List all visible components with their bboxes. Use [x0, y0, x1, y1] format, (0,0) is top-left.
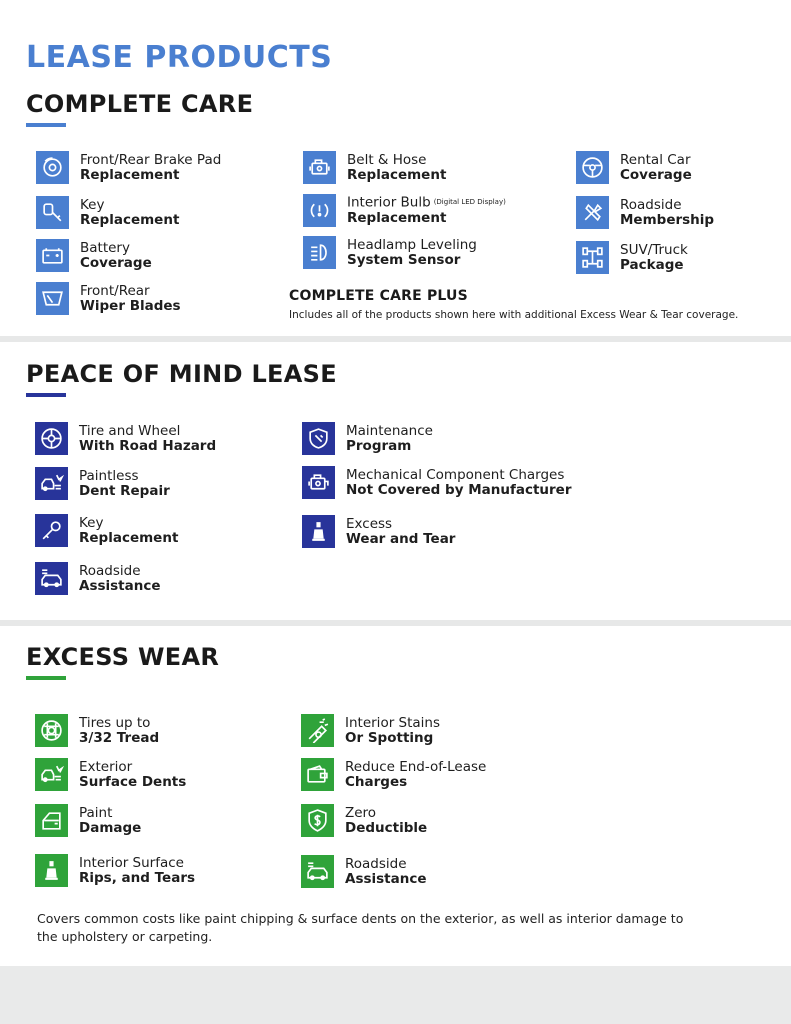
headlamp-icon [303, 236, 336, 269]
list-item-roadside-membership [576, 196, 714, 229]
item-line2: Or Spotting [345, 729, 434, 746]
complete-care-heading: COMPLETE CARE [26, 90, 254, 118]
item-line1: Interior Bulb [347, 194, 431, 211]
dollar-shield-icon [301, 804, 334, 837]
item-line2: Replacement [79, 529, 179, 546]
list-item-belt-hose [303, 151, 446, 184]
wallet-icon [301, 758, 334, 791]
list-item-mechanical-component [302, 466, 572, 499]
item-line1: Front/Rear [80, 282, 150, 299]
wiper-icon [36, 282, 69, 315]
list-item-maintenance [302, 422, 433, 455]
item-line1: SUV/Truck [620, 241, 688, 258]
list-item-exterior-dents [35, 758, 186, 791]
tire-icon [35, 714, 68, 747]
engine-icon [302, 466, 335, 499]
item-line2: Membership [620, 211, 715, 228]
item-line1: Paintless [79, 467, 139, 484]
footer-band [0, 966, 791, 1024]
item-line2: Coverage [80, 254, 152, 271]
key-icon [36, 196, 69, 229]
excess-wear-footnote: Covers common costs like paint chipping & surface dents on the exterior, as well as interior damage to the upholstery or carpeting. [37, 911, 684, 944]
dent-car-icon [35, 467, 68, 500]
item-line1: Exterior [79, 758, 133, 775]
item-line1: Paint [79, 804, 113, 821]
item-line1: Excess [346, 515, 393, 532]
chassis-icon [576, 241, 609, 274]
item-line1: Key [80, 196, 105, 213]
list-item-wiper-blades [36, 282, 181, 315]
item-line1: Zero [345, 804, 377, 821]
item-line2: Assistance [79, 577, 161, 594]
item-line2: Dent Repair [79, 482, 170, 499]
brake-icon [36, 151, 69, 184]
item-line2: Replacement [80, 166, 180, 183]
item-line2: Wiper Blades [80, 297, 181, 314]
car-door-icon [35, 804, 68, 837]
peace-of-mind-underline [26, 393, 66, 397]
item-line1: Rental Car [620, 151, 691, 168]
item-line2: Package [620, 256, 684, 273]
list-item-brake-pad [36, 151, 221, 184]
section-divider [0, 620, 791, 626]
item-line2: Deductible [345, 819, 428, 836]
list-item-interior-rips [35, 854, 195, 887]
item-line2: 3/32 Tread [79, 729, 160, 746]
item-line1: Key [79, 514, 104, 531]
item-line1: Maintenance [346, 422, 433, 439]
item-line1: Battery [80, 239, 130, 256]
peace-of-mind-heading: PEACE OF MIND LEASE [26, 360, 337, 388]
list-item-suv-truck [576, 241, 688, 274]
item-line1: Headlamp Leveling [347, 236, 477, 253]
wrench-shield-icon [302, 422, 335, 455]
complete-care-plus-heading: COMPLETE CARE PLUS [289, 288, 468, 304]
item-line2: Replacement [347, 209, 447, 226]
item-line2: Coverage [620, 166, 692, 183]
item-line2: Replacement [347, 166, 447, 183]
item-line2: Damage [79, 819, 142, 836]
excess-wear-heading: EXCESS WEAR [26, 643, 220, 671]
item-line2: With Road Hazard [79, 437, 217, 454]
list-item-paintless-dent [35, 467, 170, 500]
key-icon [35, 514, 68, 547]
seat-icon [35, 854, 68, 887]
list-item-tire-wheel [35, 422, 216, 455]
list-item-interior-bulb [303, 194, 506, 227]
item-line1: Front/Rear Brake Pad [80, 151, 222, 168]
roadside-car-icon [301, 855, 334, 888]
item-line1: Interior Stains [345, 714, 441, 731]
item-line2: Not Covered by Manufacturer [346, 481, 572, 498]
item-line2: Replacement [80, 211, 180, 228]
item-line1: Tires up to [79, 714, 151, 731]
item-line1: Reduce End-of-Lease [345, 758, 487, 775]
item-line2: Charges [345, 773, 408, 790]
steering-wheel-icon [576, 151, 609, 184]
dent-car-icon [35, 758, 68, 791]
list-item-roadside-assistance [35, 562, 161, 595]
item-line2: Rips, and Tears [79, 869, 196, 886]
item-line1: Mechanical Component Charges [346, 466, 565, 483]
section-divider [0, 336, 791, 342]
list-item-tires-tread [35, 714, 159, 747]
item-note: (Digital LED Display) [433, 198, 506, 207]
list-item-zero-deductible [301, 804, 427, 837]
item-line1: Belt & Hose [347, 151, 427, 168]
item-line2: Assistance [345, 870, 427, 887]
item-line1: Interior Surface [79, 854, 184, 871]
list-item-key-replacement [36, 196, 179, 229]
battery-icon [36, 239, 69, 272]
complete-care-underline [26, 123, 66, 127]
tools-icon [576, 196, 609, 229]
seat-icon [302, 515, 335, 548]
list-item-roadside-assistance [301, 855, 427, 888]
item-line1: Roadside [620, 196, 682, 213]
list-item-rental-car [576, 151, 692, 184]
item-line1: Tire and Wheel [79, 422, 181, 439]
stain-spray-icon [301, 714, 334, 747]
engine-belt-icon [303, 151, 336, 184]
tire-icon [35, 422, 68, 455]
list-item-excess-wear-tear [302, 515, 455, 548]
bulb-icon [303, 194, 336, 227]
list-item-battery [36, 239, 152, 272]
list-item-headlamp-leveling [303, 236, 477, 269]
list-item-paint-damage [35, 804, 141, 837]
complete-care-plus-description: Includes all of the products shown here with additional Excess Wear & Tear coverage. [289, 309, 739, 321]
item-line2: Program [346, 437, 412, 454]
list-item-end-of-lease [301, 758, 486, 791]
item-line2: System Sensor [347, 251, 461, 268]
item-line2: Surface Dents [79, 773, 187, 790]
page-title: LEASE PRODUCTS [26, 40, 333, 75]
item-line1: Roadside [345, 855, 407, 872]
item-line1: Roadside [79, 562, 141, 579]
list-item-key-replacement [35, 514, 178, 547]
list-item-interior-stains [301, 714, 440, 747]
excess-wear-underline [26, 676, 66, 680]
item-line2: Wear and Tear [346, 530, 456, 547]
roadside-car-icon [35, 562, 68, 595]
